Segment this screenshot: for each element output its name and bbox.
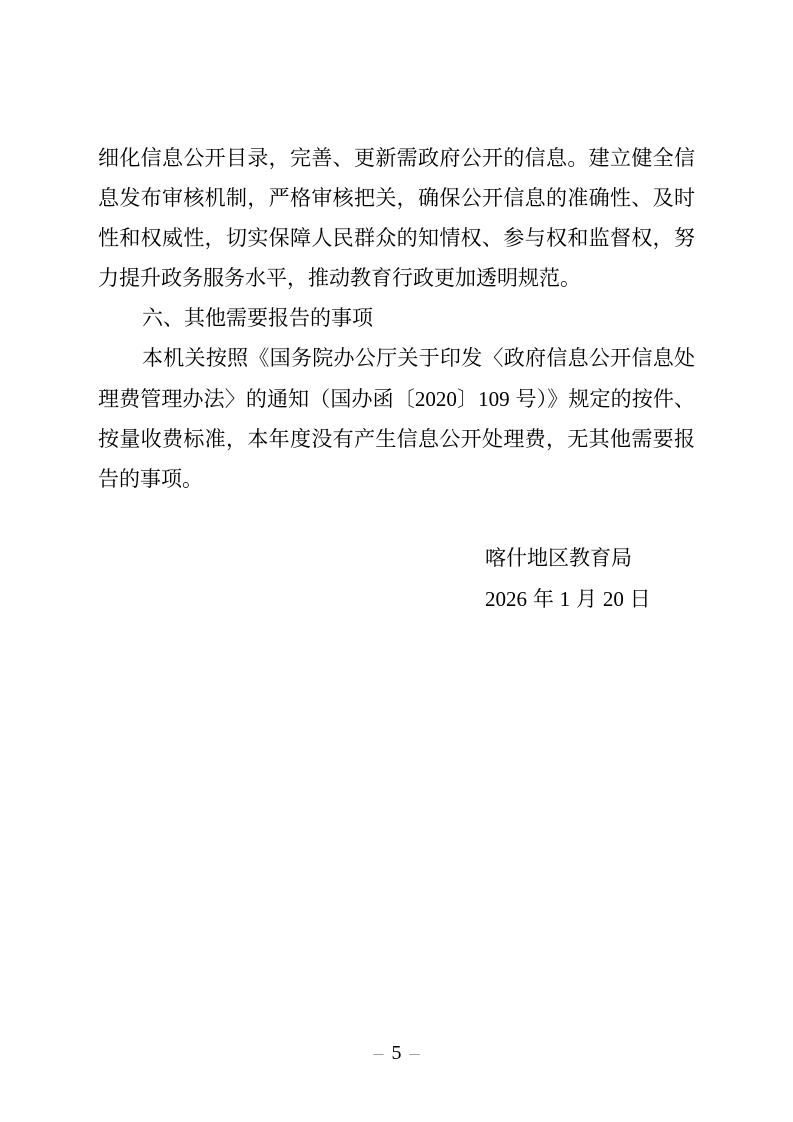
signature-date bbox=[485, 579, 651, 620]
date-day: 20 bbox=[602, 587, 624, 611]
text-segment: 号）》规定的按件、 bbox=[509, 388, 696, 411]
document-body bbox=[98, 139, 695, 500]
footer-dash-left: – bbox=[373, 1042, 384, 1064]
paragraph-line: 力提升政务服务水平，推动教育行政更加透明规范。 bbox=[98, 267, 581, 290]
signature-agency: 喀什地区教育局 bbox=[485, 547, 632, 570]
date-month: 1 bbox=[559, 587, 571, 611]
date-year: 2026 bbox=[485, 587, 527, 611]
date-day-label: 日 bbox=[623, 588, 651, 611]
text-segment: 〕 bbox=[456, 388, 479, 411]
paragraph-line: 按量收费标准，本年度没有产生信息公开处理费，无其他需要报 bbox=[98, 428, 695, 451]
signature-block bbox=[485, 539, 651, 620]
text-segment: 理费管理办法〉的通知（国办函〔 bbox=[98, 388, 415, 411]
paragraph-line: 性和权威性，切实保障人民群众的知情权、参与权和监督权，努 bbox=[98, 227, 695, 250]
paragraph-line: 告的事项。 bbox=[98, 468, 203, 491]
text-segment-number: 2020 bbox=[414, 387, 457, 411]
paragraph-line: 息发布审核机制，严格审核把关，确保公开信息的准确性、及时 bbox=[98, 187, 695, 210]
paragraph-line: 细化信息公开目录，完善、更新需政府公开的信息。建立健全信 bbox=[98, 147, 695, 170]
text-segment-number: 109 bbox=[478, 387, 510, 411]
date-month-label: 月 bbox=[570, 588, 603, 611]
paragraph-line bbox=[98, 379, 695, 420]
section-heading: 六、其他需要报告的事项 bbox=[142, 307, 373, 330]
paragraph-line: 本机关按照《国务院办公厅关于印发〈政府信息公开信息处 bbox=[142, 347, 695, 370]
footer-dash-right: – bbox=[409, 1042, 420, 1064]
page-number: 5 bbox=[391, 1042, 402, 1064]
page-footer bbox=[0, 1041, 793, 1065]
date-year-label: 年 bbox=[527, 588, 560, 611]
